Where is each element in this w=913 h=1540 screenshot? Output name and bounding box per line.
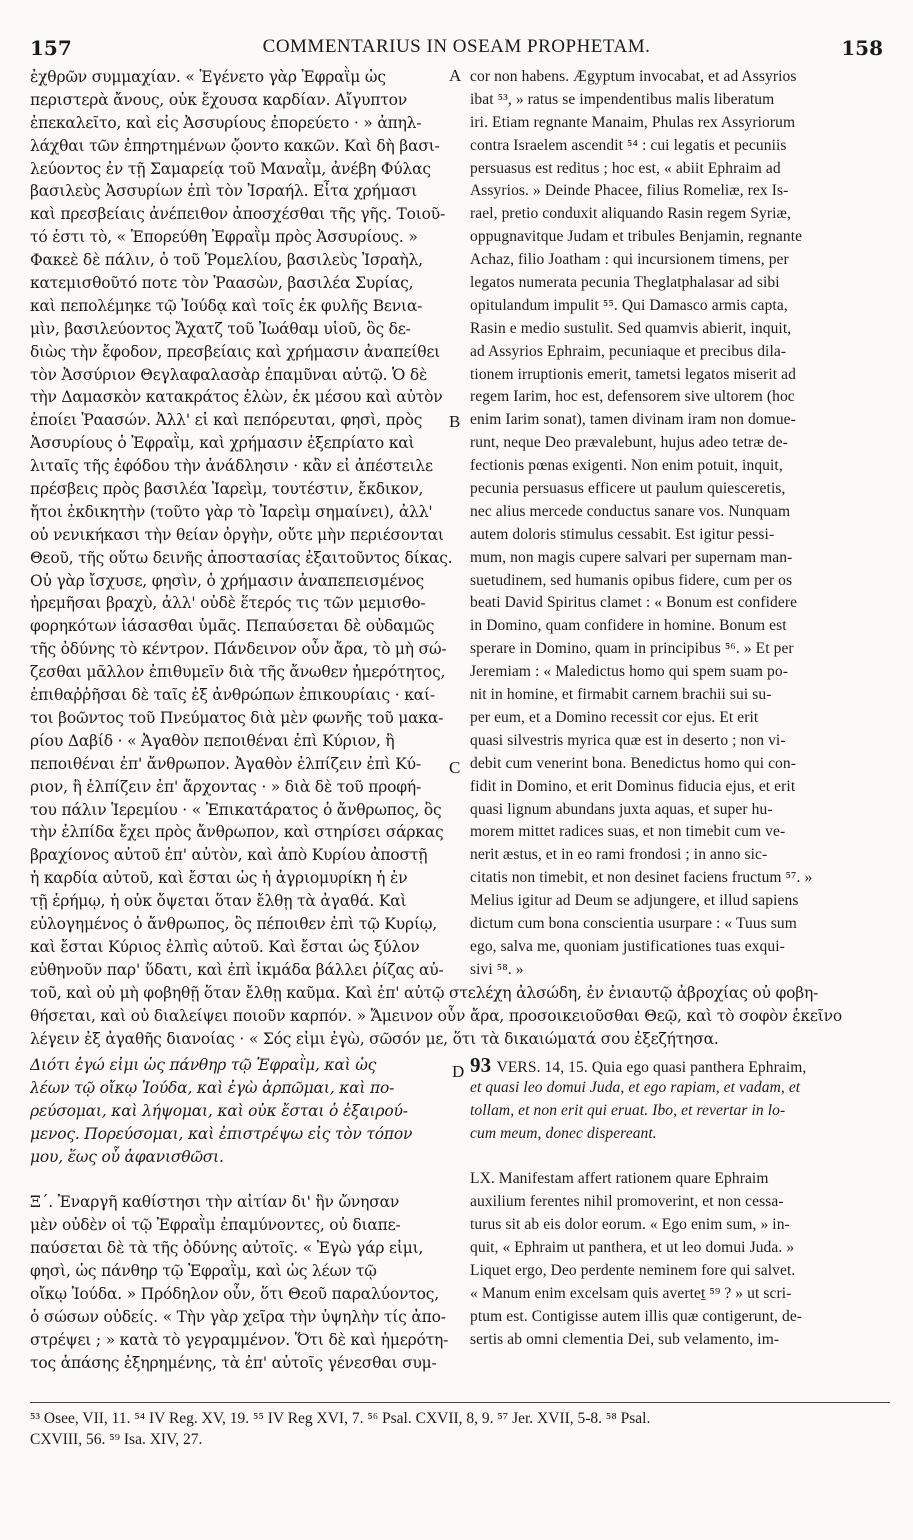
text-line	[30, 1168, 462, 1191]
text-line: rael, pretio conduxit aliquando Rasin regem Syriæ,	[470, 205, 791, 223]
left-page-number: 157	[30, 36, 72, 60]
greek-column-lower	[30, 1054, 465, 1394]
text-line: cor non habens. Ægyptum invocabat, et ad Assyrios	[470, 68, 797, 85]
text-line: runt, neque Deo prævalebunt, hujus adeo tetræ de-	[470, 434, 788, 452]
text-line: in Domino, quam confidere in homine. Bonum est	[470, 617, 787, 635]
right-page-number: 158	[841, 36, 883, 60]
text-line	[470, 1146, 890, 1169]
text-line: ἐπεκαλεῖτο, καὶ εἰς Ἀσσυρίους ἐπορεύετο · » ἀπηλ-	[30, 113, 422, 132]
text-line: autem doloris stimulus cessabit. Est igitur pessi-	[470, 525, 775, 543]
text-line: sertis ab omni clementia Dei, sub velamento, im-	[470, 1330, 780, 1348]
footnotes	[30, 1408, 890, 1450]
text-line: quit, « Ephraim ut panthera, et ut leo domui Juda. »	[470, 1239, 795, 1257]
text-line: φορηκότων ἰάσασθαι ὑμᾶς. Πεπαύσεται δὲ οὐδαμῶς	[30, 617, 435, 636]
text-line: περιστερὰ ἄνους, οὐκ ἔχουσα καρδίαν. Αἴγυπτον	[30, 90, 407, 109]
margin-marker-c: C	[449, 758, 461, 777]
text-line: sperare in Domino, quam in principibus ⁵⁶. » Et per	[470, 640, 794, 658]
margin-marker-b: B	[449, 412, 461, 431]
text-line: auxilium ferentes nihil promoverint, et non cessa-	[470, 1193, 784, 1211]
text-line: διὼς τὴν ἔφοδον, πρεσβείαις καὶ χρήμασιν ἀναπείθει	[30, 342, 441, 361]
text-line: τὴν ἐλπίδα ἔχει πρὸς ἄνθρωπον, καὶ στηρίσει σάρκας	[30, 823, 444, 842]
text-line: turus sit ab eis dolor eorum. « Ego enim sum, » in-	[470, 1216, 790, 1234]
text-line: κατεμισθοῦτό ποτε τὸν Ῥαασὼν, βασιλέα Συρίας,	[30, 274, 414, 293]
text-line: nit in homine, et firmabit carnem brachii sui su-	[470, 686, 772, 704]
text-line: μὲν οὐδὲν οἱ τῷ Ἐφραῒμ ἐπαμύνοντες, οὐ διαπε-	[30, 1216, 401, 1235]
text-line: εὐλογημένος ὁ ἄνθρωπος, ὃς πέποιθεν ἐπὶ τῷ Κυρίῳ,	[30, 914, 437, 933]
text-line: ὁ σώσων οὐδείς. « Τὴν γὰρ χεῖρα τὴν ὑψηλὴν τίς ἀπο-	[30, 1307, 446, 1326]
text-line: ρεύσομαι, καὶ λήψομαι, καὶ οὐκ ἔσται ὁ ἐξαιρού-	[30, 1101, 408, 1120]
text-line: λάχθαι τῶν ἐπηρτημένων ᾤοντο κακῶν. Καὶ δὴ βασι-	[30, 136, 440, 155]
text-line: εὐθηνοῦν παρ' ὕδατι, καὶ ἐπὶ ἰκμάδα βάλλει ῥίζας αὐ-	[30, 960, 444, 979]
text-line: tollam, et non erit qui eruat. Ibo, et revertar in lo-	[470, 1101, 786, 1119]
text-line: ρίου Δαβίδ · « Ἀγαθὸν πεποιθέναι ἐπὶ Κύριον, ἢ	[30, 731, 395, 750]
text-line: quasi lignum abundans juxta aquas, et super hu-	[470, 800, 773, 818]
text-line: Ἀσσυρίους ὁ Ἐφραῒμ, καὶ χρήμασιν ἐξεπρίατο καὶ	[30, 434, 415, 453]
text-line: λέγειν ἐξ ἀγαθῆς διανοίας · « Σός εἰμι ἐγὼ, σῶσόν με, ὅτι τὰ δικαιώματά σου ἐξεζήτησα.	[30, 1029, 719, 1048]
text-line: cum meum, donec dispereant.	[470, 1124, 657, 1142]
text-line: Jeremiam : « Maledictus homo qui spem suam po-	[470, 663, 788, 681]
text-line: του πάλιν Ἱερεμίου · « Ἐπικατάρατος ὁ ἄνθρωπος, ὃς	[30, 800, 442, 819]
text-line: τοῦ, καὶ οὐ μὴ φοβηθῇ ὅταν ἔλθῃ καῦμα. Καὶ ἐπ' αὐτῷ στελέχη ἀλσώδη, ἐν ἐνιαυτῷ ἀβροχίας οὐ φοβη-	[30, 984, 819, 1002]
footnote-line: CXVIII, 56. ⁵⁹ Isa. XIV, 27.	[30, 1431, 203, 1448]
text-line: τῆς ὀδύνης τὸ κέντρον. Πάνδεινον οὖν ἄρα, τὸ μὴ σώ-	[30, 640, 447, 659]
text-line: nec alius mercede conductus sanare vos. Nunquam	[470, 502, 791, 520]
text-line: regem Iarim, hoc est, defensorem sive ultorem (hoc	[470, 388, 795, 406]
text-line: ζεσθαι μᾶλλον ἐπιθυμεῖν διὰ τῆς ἄνωθεν ἡμερότητος,	[30, 663, 446, 682]
text-line: nerit æstus, et in eo rami frondosi ; in anno sic-	[470, 846, 768, 864]
text-line: ad Assyrios Ephraim, pecuniaque et precibus dila-	[470, 342, 787, 360]
text-line: ἐχθρῶν συμμαχίαν. « Ἐγένετο γὰρ Ἐφραῒμ ὡς	[30, 68, 386, 86]
text-line: Ξ΄. Ἐναργῆ καθίστησι τὴν αἰτίαν δι' ἣν ὤνησαν	[30, 1193, 400, 1212]
text-line: Melius igitur ad Deum se adjungere, et illud sapiens	[470, 892, 799, 910]
text-line: φησὶ, ὡς πάνθηρ τῷ Ἐφραῒμ, καὶ ὡς λέων τῷ	[30, 1262, 377, 1281]
text-line: καὶ πρεσβείαις ἀνέπειθον ἀποσχέσθαι τῆς γῆς. Τοιοῦ-	[30, 205, 445, 224]
text-line: morem mittet radices suas, et non timebit cum ve-	[470, 823, 786, 841]
text-line: τὸν Ἀσσύριον Θεγλαφαλασὰρ ἐπαμῦναι αὐτῷ. Ὁ δὲ	[30, 365, 428, 384]
text-line: suetudinem, sed humanis opibus fidere, cum per os	[470, 571, 793, 589]
text-line: τῇ ἐρήμῳ, ἡ οὐκ ὄψεται ὅταν ἔλθῃ τὰ ἀγαθά. Καὶ	[30, 892, 407, 911]
text-line: et quasi leo domui Juda, et ego rapiam, et vadam, et	[470, 1078, 801, 1096]
text-line: τό ἐστι τὸ, « Ἐπορεύθη Ἐφραῒμ πρὸς Ἀσσυρίους. »	[30, 228, 418, 247]
text-line: fidit in Domino, et erit Dominus fiducia ejus, et erit	[470, 777, 796, 795]
page-header	[30, 36, 883, 62]
text-line: μενος. Πορεύσομαι, καὶ ἐπιστρέψω εἰς τὸν τόπον	[30, 1124, 413, 1143]
text-line: βραχίονος αὐτοῦ ἐπ' αὐτὸν, καὶ ἀπὸ Κυρίου ἀποστῇ	[30, 846, 428, 865]
footnote-line: ⁵³ Osee, VII, 11. ⁵⁴ IV Reg. XV, 19. ⁵⁵ IV Reg XVI, 7. ⁵⁶ Psal. CXVII, 8, 9. ⁵⁷ Jer. XVII, 5-8. ⁵⁸ Psal.	[30, 1410, 651, 1427]
text-line: tionem irruptionis emerit, tametsi legatos miserit ad	[470, 365, 796, 383]
text-line: persuasus est reditus ; hoc est, « abiit Ephraim ad	[470, 159, 781, 177]
text-line: Liquet ergo, Deo perdente neminem fore qui salvet.	[470, 1262, 796, 1280]
text-line: iri. Etiam regnante Manaim, Phulas rex Assyriorum	[470, 113, 796, 131]
text-line: ἡ καρδία αὐτοῦ, καὶ ἔσται ὡς ἡ ἀγριομυρίκη ἡ ἐν	[30, 869, 408, 888]
text-line: βασιλεὺς Ἀσσυρίων ἐπὶ τὸν Ἰσραήλ. Εἶτα χρήμασι	[30, 182, 418, 201]
text-line: ibat ⁵³, » ratus se impendentibus malis liberatum	[470, 90, 775, 108]
text-line: πεποιθέναι ἐπ' ἄνθρωπον. Ἀγαθὸν ἐλπίζειν ἐπὶ Κύ-	[30, 754, 421, 773]
text-line: mum, non magis cupere salvari per supernam man-	[470, 548, 793, 566]
text-line: fectionis pœnas exigenti. Non enim potuit, inquit,	[470, 457, 783, 475]
text-line: Οὐ γὰρ ἴσχυσε, φησὶν, ὁ χρήμασιν ἀναπεπεισμένος	[30, 571, 425, 590]
verse-text: VERS. 14, 15. Quia ego quasi panthera Ephraim,	[496, 1059, 807, 1076]
text-line: μου, ἕως οὗ ἀφανισθῶσι.	[30, 1147, 224, 1166]
text-line: Διότι ἐγώ εἰμι ὡς πάνθηρ τῷ Ἐφραῒμ, καὶ ὡς	[30, 1056, 377, 1074]
text-line: ριον, ἢ ἐλπίζειν ἐπ' ἄρχοντας · » διὰ δὲ τοῦ προφή-	[30, 777, 422, 796]
text-line: quasi silvestris myrica quæ est in deserto ; non vi-	[470, 731, 786, 749]
text-line: τος ἁπάσης ἐξηρημένης, τὰ ἐπ' αὐτοῖς γένεσθαι συμ-	[30, 1353, 437, 1372]
text-line: θήσεται, καὶ οὐ διαλείψει ποιοῦν καρπόν. » Ἄμεινον οὖν ἄρα, προσοικειοῦσθαι Θεῷ, καὶ τὸ σοφὸν ἐκεῖνο	[30, 1006, 842, 1025]
text-line: τοι βοῶντος τοῦ Πνεύματος διὰ μὲν φωνῆς τοῦ μακα-	[30, 708, 444, 727]
text-line: ptum est. Contigisse autem illis quæ contigerunt, de-	[470, 1307, 803, 1325]
text-line: ego, salva me, quoniam justificationes tuas exqui-	[470, 937, 785, 955]
text-line: ἠρεμῆσαι βραχὺ, ἀλλ' οὐδὲ ἕτερός τις τῶν μεμισθο-	[30, 594, 426, 613]
text-line: opitulandum impulit ⁵⁵. Qui Damasco armis capta,	[470, 296, 788, 314]
text-line: παύσεται δὲ τὰ τῆς ὀδύνης αὐτοῖς. « Ἐγὼ γάρ εἰμι,	[30, 1239, 424, 1258]
text-line: καὶ ἔσται Κύριος ἐλπὶς αὐτοῦ. Καὶ ἔσται ὡς ξύλον	[30, 937, 420, 956]
text-line: ἐπιθαῤῥῆσαι δὲ ταῖς ἐξ ἀνθρώπων ἐπικουρίαις · καί-	[30, 686, 435, 705]
running-title: COMMENTARIUS IN OSEAM PROPHETAM.	[262, 36, 651, 57]
text-line: πρέσβεις πρὸς βασιλέα Ἰαρεὶμ, τουτέστιν, ἔκδικον,	[30, 480, 424, 499]
text-line: dictum cum bona conscientia usurpare : « Tuus sum	[470, 914, 797, 932]
text-line: Φακεὲ δὲ πάλιν, ὁ τοῦ Ῥομελίου, βασιλεὺς Ἰσραὴλ,	[30, 251, 423, 270]
margin-marker-d: D	[452, 1062, 465, 1081]
text-line: Rasin e medio sustulit. Sed quamvis abierit, inquit,	[470, 319, 792, 337]
text-line: στρέψει ; » κατὰ τὸ γεγραμμένον. Ὅτι δὲ καὶ ἡμερότη-	[30, 1330, 449, 1349]
section-number: 93	[470, 1054, 497, 1077]
text-line: pecunia persuasus efficere ut paulum quiesceretis,	[470, 480, 786, 498]
text-line: ἤτοι ἐκδικητὴν (τοῦτο γὰρ τὸ Ἰαρεὶμ σημαίνει), ἀλλ'	[30, 502, 433, 521]
text-line: citatis non timebit, et non desinet faciens fructum ⁵⁷. »	[470, 869, 813, 887]
text-line	[470, 1054, 890, 1077]
text-line: οἴκῳ Ἰούδα. » Πρόδηλον οὖν, ὅτι Θεοῦ παραλύοντος,	[30, 1284, 439, 1303]
text-line: ἐποίει Ῥαασών. Ἀλλ' εἰ καὶ πεπόρευται, φησὶ, πρὸς	[30, 411, 423, 430]
text-line: enim Iarim sonat), tamen divinam iram non domue-	[470, 411, 796, 429]
text-line: per eum, et a Domino recessit cor ejus. Et erit	[470, 708, 759, 726]
greek-full-width-text	[30, 982, 890, 1052]
text-line: Achaz, filio Joatham : qui incursionem timens, per	[470, 251, 789, 269]
text-line: oppugnavitque Judam et tribules Benjamin, regnante	[470, 228, 803, 246]
text-line: Θεοῦ, τῆς οὕτω δεινῆς ἀποστασίας ἐξαιτοῦντος δίκας.	[30, 548, 453, 567]
text-line: LX. Manifestam affert rationem quare Ephraim	[470, 1170, 769, 1188]
text-line: οὐ νενικήκασι τὴν θείαν ὀργὴν, οὔτε μὴν περιέσονται	[30, 525, 444, 544]
text-line: sivi ⁵⁸. »	[470, 960, 524, 978]
text-line: beati David Spiritus clamet : « Bonum est confidere	[470, 594, 798, 612]
latin-column-lower	[470, 1054, 890, 1394]
text-line: « Manum enim excelsam quis averteṯ ⁵⁹ ? » ut scri-	[470, 1284, 792, 1302]
text-line: Assyrios. » Deinde Phacee, filius Romeliæ, rex Is-	[470, 182, 789, 200]
text-line: μὶν, βασιλεύοντος Ἄχατζ τοῦ Ἰωάθαμ υἱοῦ, ὃς δε-	[30, 319, 411, 338]
footnote-rule	[30, 1402, 890, 1403]
greek-column-upper	[30, 66, 462, 996]
text-line: contra Israelem ascendit ⁵⁴ : cui legatis et pecuniis	[470, 136, 787, 154]
margin-marker-a: A	[449, 66, 462, 85]
text-line: τὴν Δαμασκὸν κατακράτος ἑλὼν, ἐκ μέσου καὶ αὐτὸν	[30, 388, 443, 407]
text-line: λιταῖς τῆς ἐφόδου τὴν ἀνάδλησιν · κἂν εἰ ἀπέστειλε	[30, 457, 433, 476]
text-line: debit cum venerint bona. Benedictus homo qui con-	[470, 754, 797, 772]
text-line: λέων τῷ οἴκῳ Ἰούδα, καὶ ἐγὼ ἁρπῶμαι, καὶ πο-	[30, 1078, 395, 1097]
text-line: καὶ πεπολέμηκε τῷ Ἰούδᾳ καὶ τοῖς ἐκ φυλῆς Βενια-	[30, 296, 423, 315]
text-line: λεύοντος ἐν τῇ Σαμαρείᾳ τοῦ Μαναῒμ, ἀνέβη Φύλας	[30, 159, 431, 178]
text-line: legatos numerata pecunia Theglatphalasar ad sibi	[470, 274, 780, 292]
latin-column-upper	[470, 66, 890, 996]
